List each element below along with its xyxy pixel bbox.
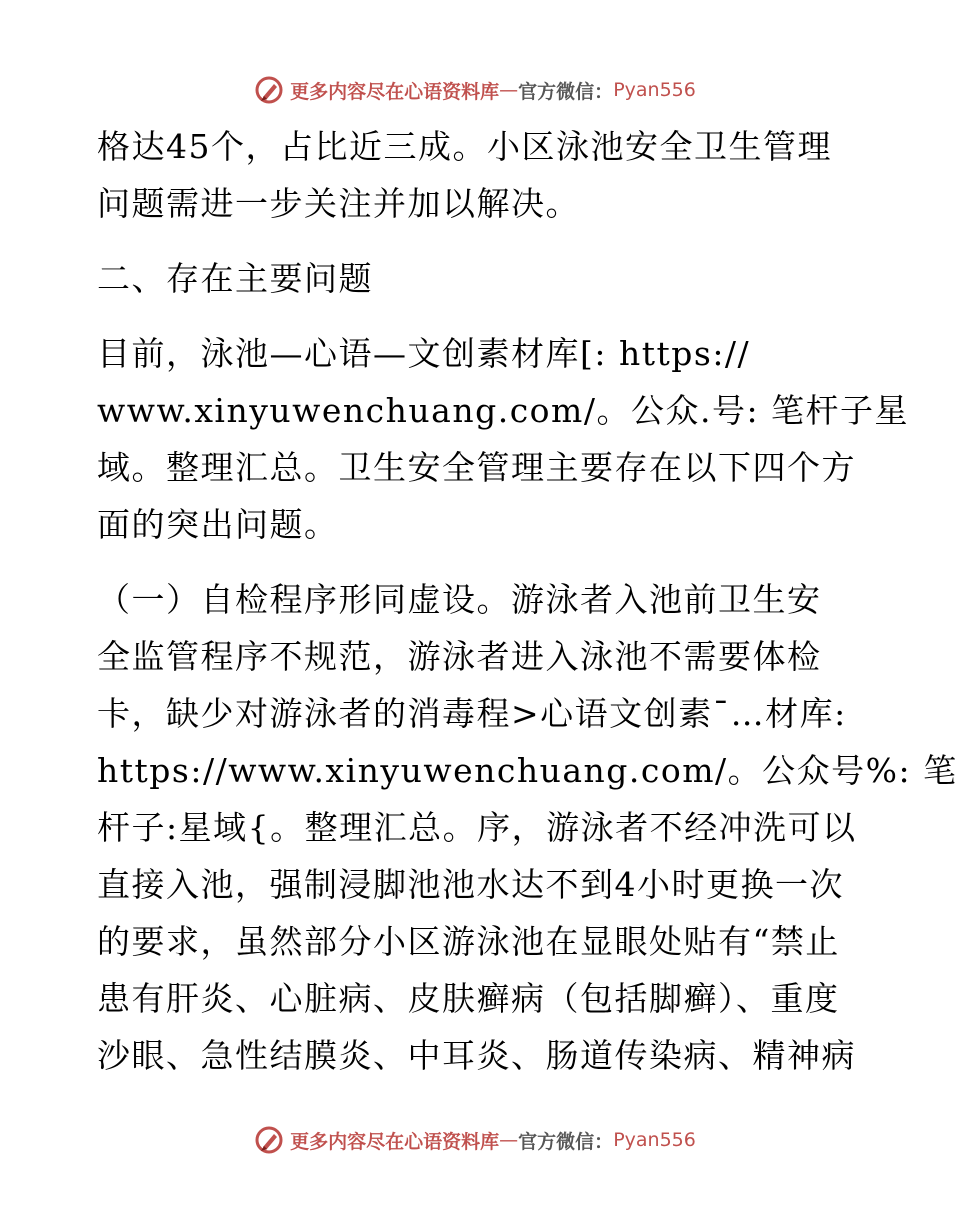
document-body [97, 118, 958, 1084]
paragraph [97, 571, 958, 1084]
header-watermark [0, 70, 950, 110]
pen-logo-icon [254, 75, 284, 105]
pen-logo-icon [254, 1125, 284, 1155]
text-line: 域。整理汇总。卫生安全管理主要存在以下四个方 [97, 448, 856, 487]
footer-dash: — [499, 1129, 519, 1151]
header-dash: — [499, 79, 519, 101]
paragraph [97, 325, 910, 553]
footer-wechat-label: 官方微信： [518, 1130, 614, 1153]
text-line: 二、存在主要问题 [97, 259, 373, 298]
header-promo-text: 更多内容尽在心语资料库 [290, 80, 500, 103]
text-line: 直接入池，强制浸脚池池水达不到4小时更换一次 [97, 865, 844, 904]
footer-wechat-handle: Pyan556 [613, 1129, 696, 1151]
paragraph [97, 118, 857, 232]
section-heading [97, 250, 857, 307]
text-line: 问题需进一步关注并加以解决。 [97, 184, 580, 223]
text-line: 卡，缺少对游泳者的消毒程>心语文创素¯…材库: [97, 694, 847, 733]
text-line: 沙眼、急性结膜炎、中耳炎、肠道传染病、精神病 [97, 1036, 856, 1075]
header-wechat-handle: Pyan556 [613, 79, 696, 101]
text-line: 目前，泳池—心语—文创素材库[: https:// [97, 334, 751, 373]
text-line: www.xinyuwenchuang.com/。公众.号: 笔杆子星 [97, 391, 910, 430]
text-line: https://www.xinyuwenchuang.com/。公众号%: 笔 [97, 751, 958, 790]
text-line: 杆子:星域{。整理汇总。序，游泳者不经冲洗可以 [97, 808, 857, 847]
text-line: 格达45个，占比近三成。小区泳池安全卫生管理 [97, 127, 832, 166]
text-line: 全监管程序不规范，游泳者进入泳池不需要体检 [97, 637, 822, 676]
text-line: 面的突出问题。 [97, 505, 339, 544]
footer-watermark [0, 1120, 950, 1160]
text-line: 患有肝炎、心脏病、皮肤癣病（包括脚癣）、重度 [97, 979, 840, 1018]
footer-promo-text: 更多内容尽在心语资料库 [290, 1130, 500, 1153]
header-wechat-label: 官方微信： [518, 80, 614, 103]
text-line: （一）自检程序形同虚设。游泳者入池前卫生安 [97, 580, 822, 619]
text-line: 的要求，虽然部分小区游泳池在显眼处贴有“禁止 [97, 922, 840, 961]
